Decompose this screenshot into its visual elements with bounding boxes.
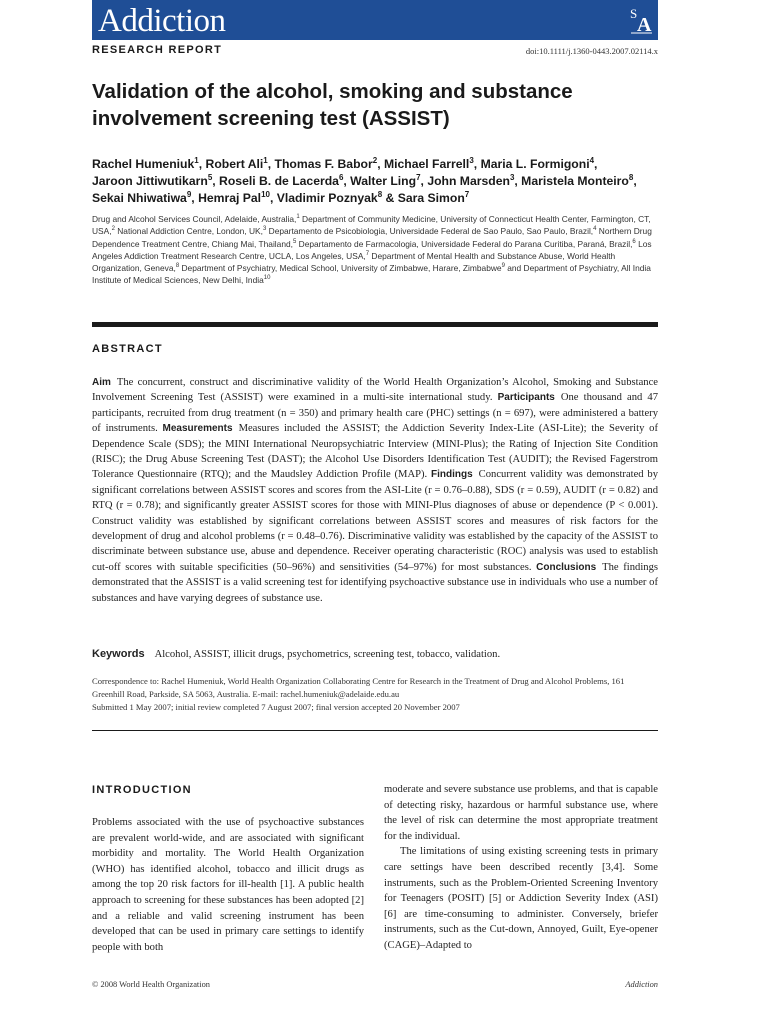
affiliation-number: 4 bbox=[593, 226, 597, 233]
intro-paragraph: moderate and severe substance use problems, and that is capable of detecting risky, hazardous or harmful substance use, where the level of risk can determine the most appropriate treatment for the individual. bbox=[384, 784, 658, 842]
abstract-section-label: Aim bbox=[92, 377, 111, 388]
affiliation-marker: 3 bbox=[469, 155, 474, 165]
introduction-heading: INTRODUCTION bbox=[92, 784, 192, 796]
affiliation-text: Drug and Alcohol Services Council, Adelaide, Australia, bbox=[92, 214, 297, 224]
author-name: Rachel Humeniuk$^1$ bbox=[92, 155, 199, 171]
abstract-section-label: Participants bbox=[497, 392, 555, 404]
affiliation-marker: 5 bbox=[207, 172, 213, 182]
abstract-section-label: Measurements bbox=[162, 423, 233, 435]
journal-name: Addiction bbox=[98, 3, 226, 39]
intro-right-column bbox=[384, 782, 658, 954]
correspondence-address: Correspondence to: Rachel Humeniuk, World Health Organization Collaborating Centre for Research in the Treatment of Drug and Alcohol Problems, 161 Greenhill Road, Parkside, SA 5063, Australia. E-mail: rachel.humeniuk@adelaide.edu.au bbox=[92, 676, 625, 699]
affiliation-marker: 8 bbox=[628, 172, 634, 182]
footer-journal-name: Addiction bbox=[625, 980, 658, 989]
abstract-section-text: Concurrent validity was demonstrated by significant correlations between ASSIST scores and scores from the ASI-Lite (r = 0.76–0.88), SDS (r = 0.59), AUDIT (r = 0.82) and RTQ (r = 0.78); and significantly greater ASSIST scores for those with MINI-Plus diagnoses of abuse or dependence (P < 0.001). Construct validity was established by significant correlations between ASSIST scores and measures of risk factors for the development of drug and alcohol problems (r = 0.48–0.76). Discriminative validity was established by the capacity of the ASSIST to discriminate between substance use, abuse and dependence. Receiver operating characteristic (ROC) analysis was used to establish cut-off scores with suitable specificities (50–96%) and sensitivities (54–97%) for most substances. bbox=[92, 469, 658, 573]
affiliation-marker: 2 bbox=[372, 155, 378, 165]
affiliation-text: National Addiction Centre, London, UK, bbox=[114, 226, 263, 237]
author-name: Jaroon Jittiwutikarn$^5$ bbox=[92, 172, 213, 188]
author-name: Maristela Monteiro$^8$ bbox=[521, 172, 634, 188]
svg-text:S: S bbox=[630, 6, 638, 21]
affiliation-text: Departamento de Psicobiologia, Universidade Federal de Sao Paulo, Sao Paulo, Brazil, bbox=[266, 226, 594, 237]
keywords bbox=[92, 648, 658, 660]
doi-link[interactable]: doi:10.1111/j.1360-0443.2007.02114.x bbox=[525, 46, 658, 56]
author-list: Rachel Humeniuk$^1$, Robert Ali$^1$, Thomas F. Babor$^2$, Michael Farrell$^3$, Maria L. Formigoni$^4$, Jaroon Jittiwutikarn$^5$, Roseli B. de Lacerda$^6$, Walter Ling$^7$, John Marsden$^3$, Maristela Monteiro$^8$, Sekai Nhiwatiwa$^9$, Hemraj Pal$^{10}$, Vladimir Poznyak$^8$ & Sara Simon$^7$ bbox=[92, 155, 637, 205]
keywords-text: Alcohol, ASSIST, illicit drugs, psychometrics, screening test, tobacco, validation. bbox=[154, 649, 501, 660]
abstract-section-text: The findings demonstrated that the ASSIST is a valid screening test for identifying psychoactive substance use in individuals who use a number of substances and have varying degrees of substance use. bbox=[92, 561, 658, 604]
abstract-section-text: One thousand and 47 participants, recruited from drug treatment (n = 350) and primary health care (PHC) settings (n = 697), were administered a battery of instruments. bbox=[92, 392, 658, 435]
correspondence bbox=[92, 675, 658, 714]
affiliations bbox=[92, 213, 658, 287]
abstract-section-label: Findings bbox=[431, 469, 473, 481]
affiliation-number: 1 bbox=[296, 214, 300, 221]
article-type-label: RESEARCH REPORT bbox=[92, 44, 223, 56]
abstract-body bbox=[92, 375, 658, 606]
abstract-section-text: Measures included the ASSIST; the Addiction Severity Index-Lite (ASI-Lite); the Severity of Dependence Scale (SDS); the MINI International Neuropsychiatric Interview (MINI-Plus); the Rating of Injection Site Condition (RISC); the Drug Abuse Screening Test (DAST); the Alcohol Use Disorders Identification Test (AUDIT); the Revised Fagerstrom Tolerance Questionnaire (RTQ); and the Maudsley Addiction Profile (MAP). bbox=[92, 423, 658, 481]
abstract-heading: ABSTRACT bbox=[92, 343, 163, 355]
affiliation-marker: 7 bbox=[416, 172, 421, 182]
affiliation-number: 6 bbox=[632, 238, 636, 245]
affiliation-marker: 6 bbox=[338, 172, 344, 182]
affiliation-text: Department of Community Medicine, University of Connecticut Health Center, Farmington, CT, USA, bbox=[92, 214, 651, 237]
affiliation-marker: 1 bbox=[263, 155, 268, 165]
article-title: Validation of the alcohol, smoking and substance involvement screening test (ASSIST) bbox=[92, 80, 573, 130]
abstract-section-label: Conclusions bbox=[536, 561, 597, 573]
affiliation-text: Department of Psychiatry, Medical School, University of Zimbabwe, Harare, Zimbabwe bbox=[179, 263, 502, 274]
svg-text:A: A bbox=[637, 14, 652, 35]
author-name: John Marsden$^3$ bbox=[427, 172, 515, 188]
affiliation-number: 8 bbox=[175, 263, 180, 270]
header-divider bbox=[92, 322, 658, 327]
author-name: Maria L. Formigoni$^4$ bbox=[480, 155, 595, 171]
affiliation-marker: 1 bbox=[194, 155, 199, 165]
affiliation-text: and Department of Psychiatry, All India Institute of Medical Sciences, New Delhi, India bbox=[92, 263, 651, 286]
author-name: Walter Ling$^7$ bbox=[350, 172, 421, 188]
keywords-label: Keywords bbox=[92, 648, 145, 660]
affiliation-text: Departamento de Farmacologia, Universidade Federal do Parana Curitiba, Paraná, Brazil, bbox=[296, 238, 633, 249]
author-name: Robert Ali$^1$ bbox=[205, 155, 268, 171]
affiliation-number: 7 bbox=[365, 251, 370, 258]
affiliation-number: 10 bbox=[263, 275, 271, 282]
affiliation-marker: 8 bbox=[377, 189, 383, 199]
affiliation-marker: 7 bbox=[464, 189, 470, 199]
author-name: Hemraj Pal$^{10}$ bbox=[198, 189, 270, 205]
affiliation-number: 3 bbox=[262, 226, 267, 233]
affiliation-marker: 3 bbox=[509, 172, 515, 182]
author-name: Vladimir Poznyak$^8$ bbox=[276, 189, 383, 205]
author-name: Sara Simon$^7$ bbox=[397, 189, 470, 205]
copyright: © 2008 World Health Organization bbox=[92, 980, 210, 989]
affiliation-text: Los Angeles Addiction Treatment Research Centre, UCLA, Los Angeles, USA, bbox=[92, 238, 652, 261]
intro-left-column: Problems associated with the use of psychoactive substances are prevalent world-wide, and are associated with significant morbidity and mortality. The World Health Organization (WHO) has identified alcohol, tobacco and illicit drugs as among the top 20 risk factors for ill-health [1]. A public health approach to screening for these substances has been adopted [2] and a reliable and valid screening instrument has been developed that can be used in primary care settings to identify people with both bbox=[92, 817, 364, 953]
section-divider bbox=[92, 730, 658, 731]
author-name: Thomas F. Babor$^2$ bbox=[274, 155, 378, 171]
intro-paragraph: The limitations of using existing screening tests in primary care settings have been described recently [3,4]. Some instruments, such as the Problem-Oriented Screening Inventory for Teenagers (POSIT) [5] or Addiction Severity Index (ASI) [6] are time-consuming to administer. Conversely, briefer instruments, such as the Cut-down, Annoyed, Guilt, Eye-opener (CAGE)–Adapted to bbox=[384, 846, 658, 951]
affiliation-text: Northern Drug Dependence Treatment Centre, Chiang Mai, Thailand, bbox=[92, 226, 652, 249]
submission-dates: Submitted 1 May 2007; initial review completed 7 August 2007; final version accepted 20 November 2007 bbox=[92, 702, 460, 712]
author-name: Sekai Nhiwatiwa$^9$ bbox=[92, 189, 192, 205]
sa-logo-icon bbox=[630, 5, 654, 35]
affiliation-number: 2 bbox=[111, 226, 115, 233]
affiliation-marker: 4 bbox=[589, 155, 595, 165]
affiliation-text: Department of Mental Health and Substance Abuse, World Health Organization, Geneva, bbox=[92, 250, 616, 274]
affiliation-number: 5 bbox=[292, 238, 297, 245]
author-name: Roseli B. de Lacerda$^6$ bbox=[219, 172, 344, 188]
abstract-section-text: The concurrent, construct and discriminative validity of the World Health Organization’s Alcohol, Smoking and Substance Involvement Screening Test (ASSIST) were examined in a multi-site international study. bbox=[92, 377, 658, 404]
affiliation-marker: 10 bbox=[261, 189, 270, 199]
affiliation-marker: 9 bbox=[186, 189, 192, 199]
affiliation-number: 9 bbox=[501, 263, 505, 270]
author-name: Michael Farrell$^3$ bbox=[383, 155, 474, 171]
